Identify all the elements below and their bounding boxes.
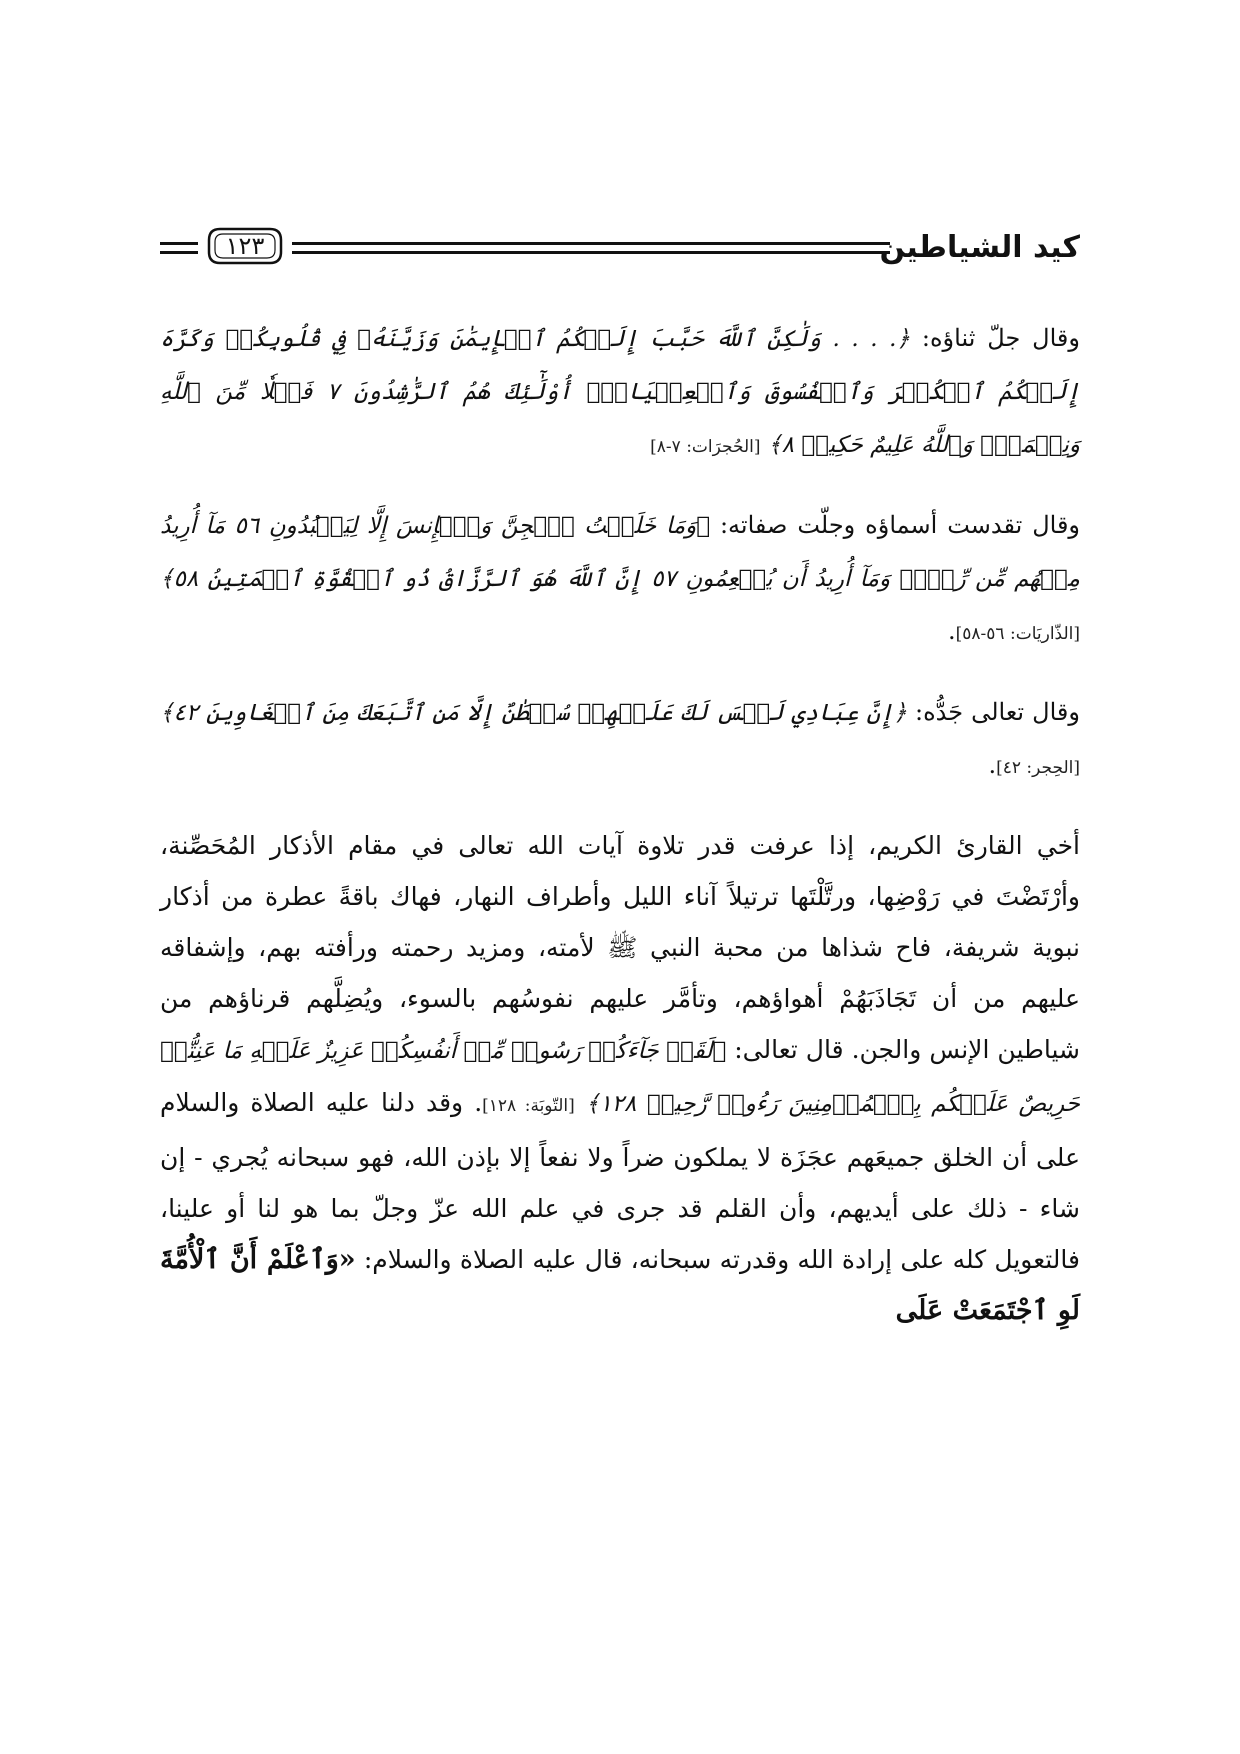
quran-verse: ﴿. . . . وَلَٰكِنَّ ٱللَّهَ حَبَّبَ إِلَيۡكُمُ ٱلۡإِيمَٰنَ وَزَيَّنَهُۥ فِي قُلُوبِكُمۡ وَكَرَّهَ إِلَيۡكُمُ ٱلۡكُفۡرَ وَٱلۡفُسُوقَ وَٱلۡعِصۡيَانَۚ أُوْلَٰٓئِكَ هُمُ ٱلرَّٰشِدُونَ ٧ فَضۡلٗا مِّنَ ٱللَّهِ وَنِعۡمَةٗۚ وَٱللَّهُ عَلِيمٌ حَكِيمٞ ٨﴾	[160, 326, 1080, 458]
verse-paragraph-2	[160, 499, 1080, 660]
main-text-part2: . وقد دلنا عليه الصلاة والسلام على أن الخلق جميعَهم عجَزَة لا يملكون ضراً ولا نفعاً إلا بإذن الله، فهو سبحانه يُجري - إن شاء - ذلك على أيديهم، وأن القلم قد جرى في علم الله عزّ وجلّ بما هو لنا أو علينا، فالتعويل كله على إرادة الله وقدرته سبحانه، قال عليه الصلاة والسلام:	[160, 1088, 1080, 1274]
paragraph-tail: .	[948, 617, 956, 645]
paragraph-tail: .	[988, 751, 997, 779]
header-rule-left	[160, 242, 198, 254]
main-text-part1: أخي القارئ الكريم، إذا عرفت قدر تلاوة آيات الله تعالى في مقام الأذكار المُحَصِّنة، وأرْتَضْتَ في رَوْضِها، ورتَّلْتَها ترتيلاً آناء الليل وأطراف النهار، فهاك باقةً عطرة من أذكار نبوية شريفة، فاح شذاها من محبة النبي ﷺ لأمته، ومزيد رحمته ورأفته بهم، وإشفاقه عليهم من أن تَجَاذَبَهُمْ أهواؤهم، وتأمَّر عليهم نفوسُهم بالسوء، ويُضِلَّهم قرناؤهم من شياطين الإنس والجن. قال تعالى:	[160, 831, 1080, 1064]
running-title: كيد الشياطين	[879, 230, 1080, 265]
quran-verse: ﴿لَقَدۡ جَآءَكُمۡ رَسُولٞ مِّنۡ أَنفُسِكُمۡ عَزِيزٌ عَلَيۡهِ مَا عَنِتُّمۡ حَرِيصٌ عَلَيۡكُم بِٱلۡمُؤۡمِنِينَ رَءُوفٞ رَّحِيمٞ ١٢٨﴾	[160, 1038, 1080, 1117]
verse-paragraph-1	[160, 312, 1080, 473]
hadith-quote: «وَٱعْلَمْ أَنَّ ٱلْأُمَّةَ لَوِ ٱجْتَمَعَتْ عَلَى	[160, 1244, 1080, 1326]
verse-reference: [الحُجرَات: ٧-٨]	[650, 437, 761, 457]
paragraph-intro: وقال تقدست أسماؤه وجلّت صفاته:	[719, 511, 1081, 539]
page-header	[160, 222, 1080, 282]
paragraph-intro: وقال جلّ ثناؤه:	[921, 324, 1080, 352]
verse-reference: [التّوبَة: ١٢٨]	[482, 1096, 575, 1116]
quran-verse: ﴿وَمَا خَلَقۡتُ ٱلۡجِنَّ وَٱلۡإِنسَ إِلَّا لِيَعۡبُدُونِ ٥٦ مَآ أُرِيدُ مِنۡهُم مِّن رِّزۡقٖ وَمَآ أُرِيدُ أَن يُطۡعِمُونِ ٥٧ إِنَّ ٱللَّهَ هُوَ ٱلرَّزَّاقُ ذُو ٱلۡقُوَّةِ ٱلۡمَتِينُ ٥٨﴾	[160, 513, 1080, 592]
page-content	[160, 312, 1080, 1362]
main-paragraph	[160, 820, 1080, 1336]
page-number: ١٢٣	[225, 232, 265, 260]
header-rule	[292, 242, 890, 254]
verse-paragraph-3	[160, 686, 1080, 794]
paragraph-intro: وقال تعالى جَدُّه:	[915, 698, 1080, 726]
page-number-frame	[206, 226, 284, 266]
verse-reference: [الحِجر: ٤٢]	[996, 758, 1080, 778]
verse-reference: [الذّاريَات: ٥٦-٥٨]	[955, 624, 1080, 644]
quran-verse: ﴿إِنَّ عِبَادِي لَيۡسَ لَكَ عَلَيۡهِمۡ سُلۡطَٰنٌ إِلَّا مَنِ ٱتَّبَعَكَ مِنَ ٱلۡغَاوِينَ ٤٢﴾	[160, 700, 907, 726]
